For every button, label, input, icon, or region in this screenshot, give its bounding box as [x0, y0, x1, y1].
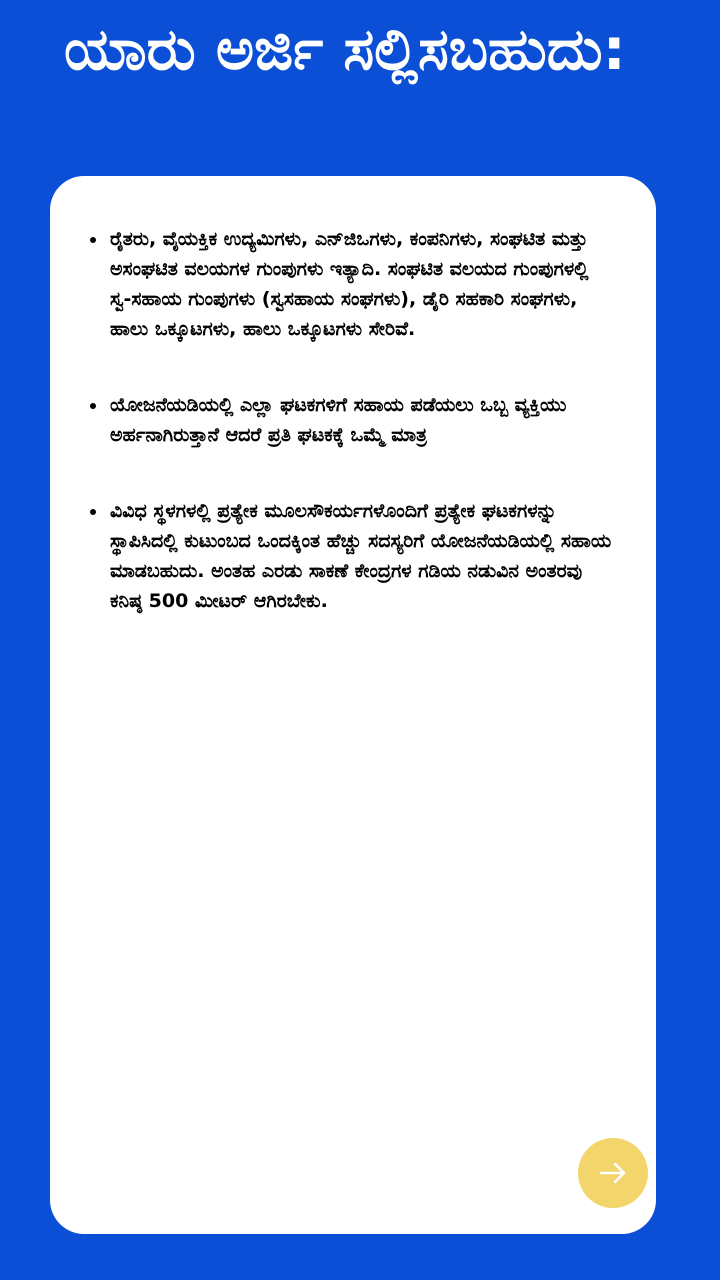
- list-item: [90, 224, 612, 344]
- list-item: [90, 390, 612, 450]
- list-item-text: ರೈತರು, ವೈಯಕ್ತಿಕ ಉದ್ಯಮಿಗಳು, ಎನ್‌ಜಿಒಗಳು, ಕಂಪನಿಗಳು, ಸಂಘಟಿತ ಮತ್ತು ಅಸಂಘಟಿತ ವಲಯಗಳ ಗುಂಪುಗಳು ಇತ್ಯಾದಿ. ಸಂಘಟಿತ ವಲಯದ ಗುಂಪುಗಳಲ್ಲಿ ಸ್ವ-ಸಹಾಯ ಗುಂಪುಗಳು (ಸ್ವಸಹಾಯ ಸಂಘಗಳು), ಡೈರಿ ಸಹಕಾರಿ ಸಂಘಗಳು, ಹಾಲು ಒಕ್ಕೂಟಗಳು, ಹಾಲು ಒಕ್ಕೂಟಗಳು ಸೇರಿವೆ.: [110, 228, 589, 340]
- list-item-text: ಯೋಜನೆಯಡಿಯಲ್ಲಿ ಎಲ್ಲಾ ಘಟಕಗಳಿಗೆ ಸಹಾಯ ಪಡೆಯಲು ಒಬ್ಬ ವ್ಯಕ್ತಿಯು ಅರ್ಹನಾಗಿರುತ್ತಾನೆ ಆದರೆ ಪ್ರತಿ ಘಟಕಕ್ಕೆ ಒಮ್ಮೆ ಮಾತ್ರ: [110, 394, 567, 446]
- arrow-right-icon: [598, 1158, 628, 1188]
- bullet-dot-icon: [90, 509, 96, 515]
- page-title: ಯಾರು ಅರ್ಜಿ ಸಲ್ಲಿಸಬಹುದು:: [64, 15, 626, 83]
- list-item-text: ವಿವಿಧ ಸ್ಥಳಗಳಲ್ಲಿ ಪ್ರತ್ಯೇಕ ಮೂಲಸೌಕರ್ಯಗಳೊಂದಿಗೆ ಪ್ರತ್ಯೇಕ ಘಟಕಗಳನ್ನು ಸ್ಥಾಪಿಸಿದಲ್ಲಿ ಕುಟುಂಬದ ಒಂದಕ್ಕಿಂತ ಹೆಚ್ಚು ಸದಸ್ಯರಿಗೆ ಯೋಜನೆಯಡಿಯಲ್ಲಿ ಸಹಾಯ ಮಾಡಬಹುದು. ಅಂತಹ ಎರಡು ಸಾಕಣೆ ಕೇಂದ್ರಗಳ ಗಡಿಯ ನಡುವಿನ ಅಂತರವು ಕನಿಷ್ಠ 500 ಮೀಟರ್ ಆಗಿರಬೇಕು.: [110, 500, 612, 612]
- bullet-dot-icon: [90, 403, 96, 409]
- bullet-dot-icon: [90, 237, 96, 243]
- eligibility-list: [90, 224, 612, 616]
- list-item: [90, 496, 612, 616]
- next-button[interactable]: [578, 1138, 648, 1208]
- content-card: [50, 176, 656, 1234]
